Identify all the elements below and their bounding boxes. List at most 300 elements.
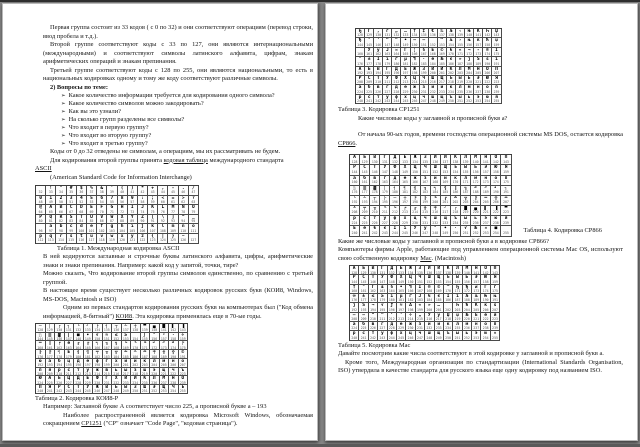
bullet-arrow-icon: ➢: [61, 125, 66, 131]
code-cell: ■ 148: [74, 333, 84, 342]
code-cell: ▌ 221: [481, 206, 491, 216]
code-cell: М 140: [471, 155, 481, 165]
code-cell: ╞ 198: [411, 196, 421, 206]
code-cell: ⌠ 147: [65, 333, 75, 342]
code-cell: Г 231: [103, 376, 113, 385]
code-cell: & 38: [97, 186, 107, 196]
code-cell: ╣ 185: [441, 186, 451, 196]
code-cell: с 211: [65, 368, 75, 377]
code-cell: М 237: [160, 376, 170, 385]
code-cell: ═ 205: [481, 196, 491, 206]
code-cell: ╢ 182: [411, 186, 421, 196]
code-cell: б 194: [55, 359, 65, 368]
code-cell: √ 195: [378, 303, 387, 312]
code-cell: ╦ 203: [461, 196, 471, 206]
code-cell: Ё 179: [65, 350, 75, 359]
underlined-term: КОИ8: [115, 312, 133, 320]
code-cell: ╝ 174: [169, 341, 179, 350]
code-cell: 5 53: [87, 196, 97, 206]
code-cell: ┤ 180: [390, 186, 400, 196]
code-cell: щ 249: [435, 331, 444, 340]
code-cell: П 240: [36, 385, 46, 394]
code-cell: # 35: [67, 186, 77, 196]
code-cell: ґ 182: [406, 294, 415, 303]
paragraph-koi8-example: Например: Заглавной букве А соответствует число 225, а прописной букве а – 193: [43, 403, 267, 411]
code-cell: ╥ 183: [103, 350, 113, 359]
code-cell: ╘ 169: [122, 341, 132, 350]
code-cell: ш 248: [425, 331, 434, 340]
code-cell: └ 192: [350, 196, 360, 206]
code-cell: з 231: [416, 322, 425, 331]
question-item: [61, 116, 313, 124]
code-cell: ╡ 178: [55, 350, 65, 359]
code-cell: ф 244: [392, 95, 401, 104]
code-cell: ф 198: [93, 359, 103, 368]
code-cell: 32: [36, 186, 46, 196]
code-cell: Д 132: [388, 266, 397, 275]
code-cell: “ 210: [369, 313, 378, 322]
code-cell: █ 219: [461, 206, 471, 216]
code-cell: я 255: [492, 95, 501, 104]
code-cell: щ 233: [441, 216, 451, 226]
code-cell: я 209: [46, 368, 56, 377]
code-cell: ╪ 188: [150, 350, 160, 359]
code-cell: Ю 224: [36, 376, 46, 385]
code-cell: џ 219: [453, 313, 462, 322]
code-cell: a 97: [46, 224, 56, 234]
code-cell: T 84: [77, 215, 87, 225]
code-cell: в 162: [370, 176, 380, 186]
code-cell: ╓ 164: [74, 341, 84, 350]
code-cell: L 76: [158, 205, 168, 215]
question-item: [61, 132, 313, 140]
underlined-term: CP866: [338, 139, 356, 147]
code-cell: С 243: [65, 385, 75, 394]
code-cell: ; 59: [148, 196, 158, 206]
code-cell: * 42: [138, 186, 148, 196]
code-cell: – 208: [350, 313, 359, 322]
code-cell: і 180: [388, 294, 397, 303]
code-cell: Є 242: [370, 226, 380, 236]
code-cell: ░ 144: [36, 333, 46, 342]
code-cell: > 62: [179, 196, 189, 206]
code-cell: ▀ 139: [141, 324, 151, 333]
code-cell: п 175: [501, 176, 511, 186]
table-caption-4: Таблица 4. Кодировка CP866: [523, 227, 602, 235]
code-cell: ў 162: [374, 48, 383, 57]
code-cell: Ж 198: [411, 67, 420, 76]
code-cell: ў 247: [421, 226, 431, 236]
code-cell: [ 91: [148, 215, 158, 225]
code-cell: $ 36: [77, 186, 87, 196]
text-run: международного стандарта: [207, 156, 284, 164]
code-cell: р 240: [350, 331, 359, 340]
code-cell: Є 170: [447, 48, 456, 57]
code-cell: д 196: [74, 359, 84, 368]
code-cell: z 122: [138, 234, 148, 244]
code-cell: ╨ 186: [131, 350, 141, 359]
code-cell: ≤ 152: [112, 333, 122, 342]
question-text: На сколько групп разделены все символы?: [68, 116, 185, 123]
code-cell: K 75: [148, 205, 158, 215]
code-cell: э 253: [472, 331, 481, 340]
code-cell: Y 89: [128, 215, 138, 225]
code-cell: D 68: [77, 205, 87, 215]
code-cell: A 65: [46, 205, 56, 215]
code-cell: н 237: [472, 322, 481, 331]
paragraph-ascii-intro: [43, 157, 313, 166]
code-cell: ╤ 209: [360, 206, 370, 216]
code-cell: Ы 249: [122, 385, 132, 394]
code-cell: X 88: [118, 215, 128, 225]
code-cell: Ш 251: [141, 385, 151, 394]
code-cell: Ь 220: [465, 76, 474, 85]
code-cell: к 234: [444, 322, 453, 331]
code-cell: Ї 175: [492, 48, 501, 57]
code-cell: ” 211: [378, 313, 387, 322]
code-cell: ≈ 197: [397, 303, 406, 312]
code-cell: Х 213: [401, 76, 410, 85]
code-cell: Х 149: [397, 275, 406, 284]
code-cell: ј 192: [350, 303, 359, 312]
code-cell: й 169: [441, 176, 451, 186]
code-cell: Ц 150: [406, 275, 415, 284]
code-cell: Ы 155: [453, 275, 462, 284]
code-cell: ь 216: [112, 368, 122, 377]
code-cell: _ 95: [189, 215, 199, 225]
code-cell: ═ 160: [36, 341, 46, 350]
code-cell: … 133: [401, 29, 410, 38]
code-cell: € 136: [429, 29, 438, 38]
code-cell: ы 235: [461, 216, 471, 226]
code-cell: ё 222: [481, 313, 490, 322]
bullet-arrow-icon: ➢: [61, 117, 66, 123]
code-cell: Я 241: [46, 385, 56, 394]
code-cell: ч 247: [420, 95, 429, 104]
code-cell: а 224: [356, 85, 365, 94]
code-cell: ∙ 149: [84, 333, 94, 342]
code-cell: ╜ 189: [481, 186, 491, 196]
code-cell: µ 181: [401, 57, 410, 66]
code-cell: њ 191: [491, 294, 500, 303]
code-cell: ≥ 179: [378, 294, 387, 303]
code-cell: Љ 138: [447, 29, 456, 38]
code-cell: 6 54: [97, 196, 107, 206]
code-cell: К 235: [141, 376, 151, 385]
code-cell: т 212: [74, 368, 84, 377]
code-cell: Ё 240: [350, 226, 360, 236]
bullet-arrow-icon: ➢: [61, 101, 66, 107]
code-cell: ’ 213: [397, 313, 406, 322]
code-cell: с 225: [360, 216, 370, 226]
code-cell: ж 166: [411, 176, 421, 186]
code-cell: ┬ 136: [112, 324, 122, 333]
paragraph-unambiguous: Можно сказать, Что кодирование второй группы символов единственно, по сравнению с третьей группой.: [43, 270, 313, 286]
code-cell: y 121: [128, 234, 138, 244]
code-cell: Й 201: [438, 67, 447, 76]
code-cell: U 85: [87, 215, 97, 225]
code-cell: | 124: [158, 234, 168, 244]
code-cell: ≥ 153: [122, 333, 132, 342]
code-cell: Ђ 128: [356, 29, 365, 38]
code-cell: µ 181: [397, 294, 406, 303]
code-cell: ¶ 182: [411, 57, 420, 66]
code-cell: @ 64: [36, 205, 46, 215]
code-cell: M 77: [168, 205, 178, 215]
code-cell: В 130: [370, 155, 380, 165]
question-item: [61, 140, 313, 148]
code-cell: ‹ 139: [456, 29, 465, 38]
code-cell: Ц 227: [65, 376, 75, 385]
code-cell: : 58: [138, 196, 148, 206]
code-cell: е 229: [401, 85, 410, 94]
code-cell: В 247: [103, 385, 113, 394]
code-cell: у 243: [378, 331, 387, 340]
code-cell: л 204: [150, 359, 160, 368]
code-cell: с 241: [359, 331, 368, 340]
code-cell: Ф 212: [392, 76, 401, 85]
code-cell: – 150: [411, 38, 420, 47]
code-cell: Ч 215: [420, 76, 429, 85]
code-cell: Т 146: [369, 275, 378, 284]
code-cell: є 186: [447, 57, 456, 66]
code-cell: Ќ 205: [472, 303, 481, 312]
code-cell: ц 195: [65, 359, 75, 368]
code-cell: ц 230: [411, 216, 421, 226]
code-cell: і 179: [383, 57, 392, 66]
code-cell: б 225: [365, 85, 374, 94]
code-cell: а 160: [350, 176, 360, 186]
code-cell: § 167: [420, 48, 429, 57]
question-cp866: Какие же числовые коды у заглавной и прописной букв а в кодировке CP866?: [338, 237, 549, 245]
code-cell: р 240: [356, 95, 365, 104]
code-cell: Э 221: [474, 76, 483, 85]
paragraph-codes-0-32: Коды от 0 до 32 отведены не символам, а операциям, мы их рассматривать не будем.: [50, 148, 281, 155]
code-cell: g 103: [107, 224, 117, 234]
code-cell: п 239: [492, 85, 501, 94]
code-cell: Д 196: [392, 67, 401, 76]
code-cell: Я 159: [501, 165, 511, 175]
code-cell: ├ 195: [380, 196, 390, 206]
code-cell: ╬ 206: [491, 196, 501, 206]
code-cell: ў 217: [435, 313, 444, 322]
code-cell: м 236: [465, 85, 474, 94]
underlined-term: CP1251: [81, 420, 102, 428]
code-cell: ѕ 207: [491, 303, 500, 312]
cp866-table: [349, 154, 512, 237]
code-cell: · 183: [420, 57, 429, 66]
code-cell: У 211: [383, 76, 392, 85]
code-cell: Х 149: [400, 165, 410, 175]
code-cell: ь 252: [463, 331, 472, 340]
code-cell: М 204: [465, 67, 474, 76]
code-cell: . 46: [179, 186, 189, 196]
code-cell: Ч 151: [416, 275, 425, 284]
code-cell: 154: [131, 333, 141, 342]
code-cell: 4 52: [77, 196, 87, 206]
code-cell: е 197: [84, 359, 94, 368]
code-cell: w 119: [107, 234, 117, 244]
code-cell: Ы 219: [456, 76, 465, 85]
code-cell: Ь 248: [112, 385, 122, 394]
code-cell: а 193: [46, 359, 56, 368]
code-cell: о 238: [483, 85, 492, 94]
code-cell: ы 251: [453, 331, 462, 340]
code-cell: ∙ 249: [441, 226, 451, 236]
code-cell: Ў 246: [411, 226, 421, 236]
code-cell: v 118: [97, 234, 107, 244]
code-cell: ° 161: [359, 285, 368, 294]
code-cell: Ѕ 189: [474, 57, 483, 66]
code-cell: ж 214: [93, 368, 103, 377]
code-cell: ш 232: [431, 216, 441, 226]
code-cell: с 241: [365, 95, 374, 104]
table-caption-1: Таблица 1. Международная кодировка ASCII: [57, 244, 180, 252]
code-cell: ┬ 194: [370, 196, 380, 206]
code-cell: ц 246: [411, 95, 420, 104]
code-cell: ї 191: [492, 57, 501, 66]
code-cell: ® 168: [425, 285, 434, 294]
code-cell: │ 179: [380, 186, 390, 196]
code-cell: Ь 156: [463, 275, 472, 284]
text-run: Одним из первых стандартов кодирования русских букв на компьютерах был ("Код обмена информацией, 8-битный"): [43, 304, 313, 320]
code-cell: ╙ 211: [380, 206, 390, 216]
code-cell: ╖ 183: [421, 186, 431, 196]
code-cell: ┐ 191: [501, 186, 511, 196]
code-cell: Ч 254: [169, 385, 179, 394]
code-cell: £ 163: [378, 285, 387, 294]
code-cell: ц 246: [406, 331, 415, 340]
code-cell: ∞ 176: [350, 294, 359, 303]
code-cell: ш 219: [141, 368, 151, 377]
code-cell: ┴ 193: [360, 196, 370, 206]
code-cell: Н 141: [481, 155, 491, 165]
code-cell: p 112: [36, 234, 46, 244]
code-cell: у 213: [84, 368, 94, 377]
code-cell: Ґ 165: [401, 48, 410, 57]
code-cell: ® 174: [483, 48, 492, 57]
code-cell: ¤ 255: [491, 331, 500, 340]
code-cell: ≤ 178: [369, 294, 378, 303]
code-cell: f 102: [97, 224, 107, 234]
code-cell: Я 159: [491, 275, 500, 284]
code-cell: М 140: [463, 266, 472, 275]
code-cell: џ 159: [492, 38, 501, 47]
code-cell: 8 56: [118, 196, 128, 206]
code-cell: 0 48: [36, 196, 46, 206]
code-cell: ▓ 178: [370, 186, 380, 196]
code-cell: х 245: [401, 95, 410, 104]
paragraph-ascii-desc: В ней кодируются заглавные и строчные буквы латинского алфавита, цифры, арифметические знаки и знаки препинания. Например: какой код у запятой, точки, тире?: [43, 253, 313, 269]
code-cell: й 233: [438, 85, 447, 94]
code-cell: П 143: [491, 266, 500, 275]
code-cell: ѓ 131: [383, 29, 392, 38]
code-cell: ‘ 145: [365, 38, 374, 47]
code-cell: Ю 158: [481, 275, 490, 284]
question-text: Что входит в третью группу?: [68, 140, 148, 147]
code-cell: Ѓ 174: [481, 285, 490, 294]
code-cell: л 171: [461, 176, 471, 186]
code-cell: Ї 244: [390, 226, 400, 236]
code-cell: ѕ 190: [483, 57, 492, 66]
code-cell: ї 245: [400, 226, 410, 236]
code-cell: В 130: [369, 266, 378, 275]
text-run: .: [355, 139, 358, 147]
code-cell: Э 157: [481, 165, 491, 175]
code-cell: ^ 94: [179, 215, 189, 225]
code-cell: ~ 126: [179, 234, 189, 244]
code-cell: Э 252: [150, 385, 160, 394]
code-cell: Т 146: [370, 165, 380, 175]
code-cell: а 224: [350, 322, 359, 331]
code-cell: ║ 161: [46, 341, 56, 350]
code-cell: х 200: [112, 359, 122, 368]
code-cell: п 208: [36, 368, 46, 377]
code-cell: ¦ 166: [411, 48, 420, 57]
code-cell: Ж 246: [93, 385, 103, 394]
code-cell: ы 251: [456, 95, 465, 104]
code-cell: · 158: [169, 333, 179, 342]
paragraph-encodings-list: В настоящее время существует несколько различных кодировок русских букв (КОИ8, Windows, MS-DOS, Macintosh и ISO): [43, 287, 313, 303]
cp866-table-row: [349, 154, 623, 237]
code-cell: ю 192: [36, 359, 46, 368]
code-cell: ђ 144: [356, 38, 365, 47]
code-cell: ≈ 151: [103, 333, 113, 342]
code-cell: О 142: [481, 266, 490, 275]
code-cell: I 73: [128, 205, 138, 215]
code-cell: ╗ 168: [112, 341, 122, 350]
code-cell: d 100: [77, 224, 87, 234]
code-cell: ¤ 253: [481, 226, 491, 236]
code-cell: З 135: [421, 155, 431, 165]
code-cell: † 160: [350, 285, 359, 294]
code-cell: 152: [429, 38, 438, 47]
code-cell: н 237: [474, 85, 483, 94]
code-cell: ч 231: [421, 216, 431, 226]
text-run: Наиболее распространенной является кодировка Microsoft Windows, обозначаемая сокращением: [43, 411, 313, 428]
code-cell: C 67: [67, 205, 77, 215]
code-cell: 7 55: [107, 196, 117, 206]
code-cell: H 72: [118, 205, 128, 215]
text-run: . (Macintosh): [431, 254, 466, 262]
spacer: [338, 123, 623, 131]
code-cell: ─ 196: [390, 196, 400, 206]
code-cell: F 70: [97, 205, 107, 215]
code-cell: ± 177: [365, 57, 374, 66]
text-run: ("CP" означает "Code Page", "кодовая страница").: [101, 420, 238, 428]
code-cell: ь 252: [465, 95, 474, 104]
question-text: Какое количество символов можно закодировать?: [68, 100, 204, 107]
paragraph-iso: Кроме того, Международная организация по стандартизации (International Standards Organisation, ISO) утвердила в качестве стандарта для русского языка еще одну кодировку под названием ISO.: [338, 358, 623, 374]
code-cell: І 167: [416, 285, 425, 294]
code-cell: R 82: [56, 215, 66, 225]
code-cell: Ю 158: [491, 165, 501, 175]
mac-table: [349, 265, 500, 340]
code-cell: ч 222: [169, 368, 179, 377]
question-text: Как вы это узнали?: [68, 108, 121, 115]
code-cell: з 231: [420, 85, 429, 94]
code-cell: и 168: [431, 176, 441, 186]
code-cell: р 210: [55, 368, 65, 377]
code-cell: ° 176: [356, 57, 365, 66]
code-cell: █ 141: [160, 324, 170, 333]
code-cell: б 225: [359, 322, 368, 331]
code-cell: э 253: [474, 95, 483, 104]
code-cell: └ 132: [74, 324, 84, 333]
code-cell: ║ 186: [451, 186, 461, 196]
questions-heading: 2) Вопросы по теме:: [50, 83, 109, 91]
code-cell: O 79: [189, 205, 199, 215]
